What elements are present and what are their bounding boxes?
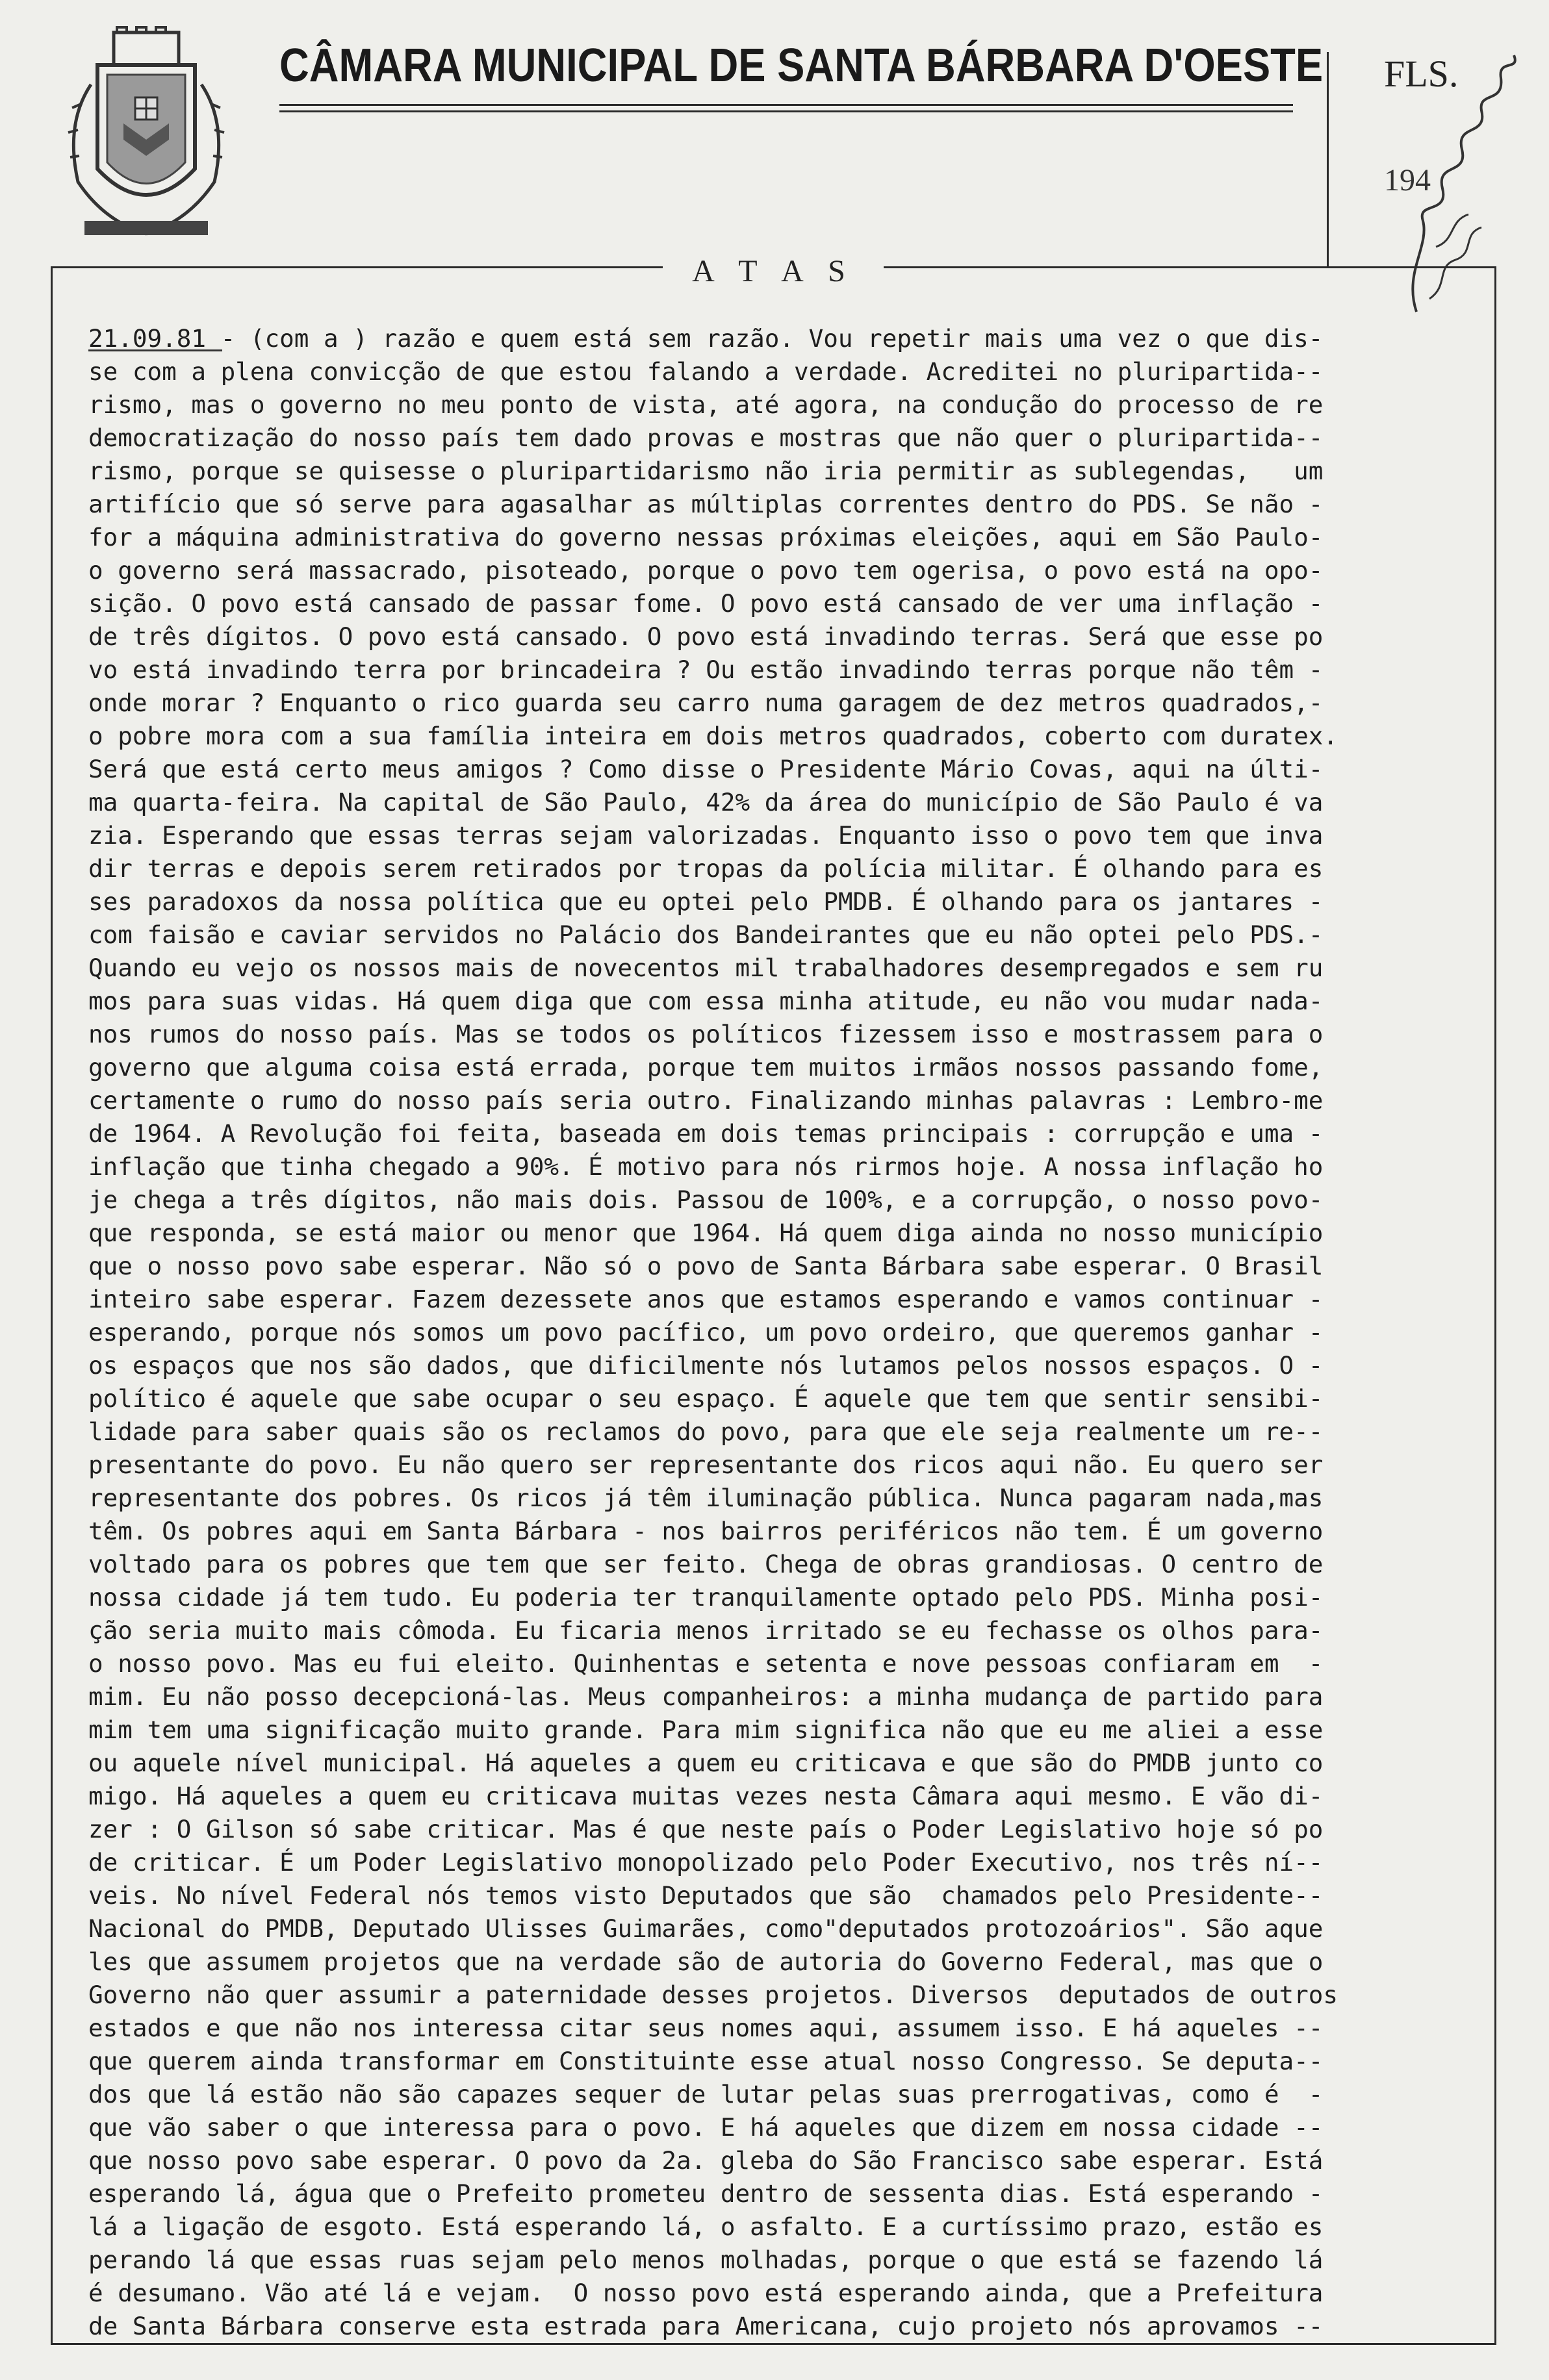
text-line: je chega a três dígitos, não mais dois. Passou de 100%, e a corrupção, o nosso povo- xyxy=(88,1185,1324,1214)
text-line: de três dígitos. O povo está cansado. O povo está invadindo terras. Será que esse po xyxy=(88,622,1324,651)
text-line: voltado para os pobres que tem que ser feito. Chega de obras grandiosas. O centro de xyxy=(88,1550,1324,1578)
text-line: nos rumos do nosso país. Mas se todos os políticos fizessem isso e mostrassem para o xyxy=(88,1020,1324,1048)
coat-of-arms-icon xyxy=(52,26,240,247)
text-line: os espaços que nos são dados, que dificilmente nós lutamos pelos nossos espaços. O - xyxy=(88,1351,1324,1380)
institution-name: CÂMARA MUNICIPAL DE SANTA BÁRBARA D'OESTE xyxy=(279,40,1324,92)
text-line: mim. Eu não posso decepcioná-las. Meus companheiros: a minha mudança de partido para xyxy=(88,1682,1324,1711)
text-line: migo. Há aqueles a quem eu criticava muitas vezes nesta Câmara aqui mesmo. E vão di- xyxy=(88,1782,1324,1810)
header-rule xyxy=(279,110,1293,112)
text-line: que nosso povo sabe esperar. O povo da 2a. gleba do São Francisco sabe esperar. Está xyxy=(88,2146,1324,2175)
text-line: que vão saber o que interessa para o povo. E há aqueles que dizem em nossa cidade -- xyxy=(88,2113,1324,2142)
text-line: lidade para saber quais são os reclamos do povo, para que ele seja realmente um re-- xyxy=(88,1417,1324,1446)
text-line: têm. Os pobres aqui em Santa Bárbara - nos bairros periféricos não tem. É um governo xyxy=(88,1517,1324,1545)
text-line: político é aquele que sabe ocupar o seu espaço. É aquele que tem que sentir sensibi- xyxy=(88,1384,1324,1413)
text-line: ma quarta-feira. Na capital de São Paulo, 42% da área do município de São Paulo é va xyxy=(88,788,1324,817)
text-line: sição. O povo está cansado de passar fome. O povo está cansado de ver uma inflação - xyxy=(88,589,1324,618)
text-line: les que assumem projetos que na verdade são de autoria do Governo Federal, mas que o xyxy=(88,1947,1324,1976)
text-line: que responda, se está maior ou menor que 1964. Há quem diga ainda no nosso município xyxy=(88,1219,1324,1247)
text-line: lá a ligação de esgoto. Está esperando lá, o asfalto. E a curtíssimo prazo, estão es xyxy=(88,2212,1324,2241)
text-line: 21.09.81 - (com a ) razão e quem está sem razão. Vou repetir mais uma vez o que dis- xyxy=(88,324,1324,353)
text-line: estados e que não nos interessa citar seus nomes aqui, assumem isso. E há aqueles -- xyxy=(88,2014,1324,2042)
text-line: certamente o rumo do nosso país seria outro. Finalizando minhas palavras : Lembro-me xyxy=(88,1086,1324,1115)
text-line: governo que alguma coisa está errada, porque tem muitos irmãos nossos passando fome, xyxy=(88,1053,1324,1082)
text-line: zer : O Gilson só sabe criticar. Mas é que neste país o Poder Legislativo hoje só po xyxy=(88,1815,1324,1843)
text-line: dos que lá estão não são capazes sequer de lutar pelas suas prerrogativas, como é - xyxy=(88,2080,1324,2108)
text-line: com faisão e caviar servidos no Palácio dos Bandeirantes que eu não optei pelo PDS.- xyxy=(88,920,1324,949)
minutes-body xyxy=(88,322,1466,2343)
text-line: esperando lá, água que o Prefeito prometeu dentro de sessenta dias. Está esperando - xyxy=(88,2179,1324,2208)
text-line: Nacional do PMDB, Deputado Ulisses Guimarães, como"deputados protozoários". São aque xyxy=(88,1914,1324,1943)
text-line: perando lá que essas ruas sejam pelo menos molhadas, porque o que está se fazendo lá xyxy=(88,2246,1324,2274)
text-line: que o nosso povo sabe esperar. Não só o povo de Santa Bárbara sabe esperar. O Brasil xyxy=(88,1252,1324,1280)
text-line: ou aquele nível municipal. Há aqueles a quem eu criticava e que são do PMDB junto co xyxy=(88,1749,1324,1777)
text-line: que querem ainda transformar em Constituinte esse atual nosso Congresso. Se deputa-- xyxy=(88,2047,1324,2075)
text-line: de criticar. É um Poder Legislativo monopolizado pelo Poder Executivo, nos três ní-- xyxy=(88,1848,1324,1877)
folio-number: 194 xyxy=(1384,163,1431,197)
text-line: ção seria muito mais cômoda. Eu ficaria menos irritado se eu fechasse os olhos para- xyxy=(88,1616,1324,1645)
text-line: mos para suas vidas. Há quem diga que com essa minha atitude, eu não vou mudar nada- xyxy=(88,987,1324,1015)
text-line: inflação que tinha chegado a 90%. É motivo para nós rirmos hoje. A nossa inflação ho xyxy=(88,1152,1324,1181)
text-line: o nosso povo. Mas eu fui eleito. Quinhentas e setenta e nove pessoas confiaram em - xyxy=(88,1649,1324,1678)
text-line: zia. Esperando que essas terras sejam valorizadas. Enquanto isso o povo tem que inva xyxy=(88,821,1324,850)
text-line: onde morar ? Enquanto o rico guarda seu carro numa garagem de dez metros quadrados,- xyxy=(88,689,1324,717)
text-line: de Santa Bárbara conserve esta estrada para Americana, cujo projeto nós aprovamos -- xyxy=(88,2312,1324,2340)
text-line: rismo, mas o governo no meu ponto de vista, até agora, na condução do processo de re xyxy=(88,390,1324,419)
text-line: esperando, porque nós somos um povo pacífico, um povo ordeiro, que queremos ganhar - xyxy=(88,1318,1324,1347)
text-line: dir terras e depois serem retirados por tropas da polícia militar. É olhando para es xyxy=(88,854,1324,883)
text-line: nossa cidade já tem tudo. Eu poderia ter tranquilamente optado pelo PDS. Minha posi- xyxy=(88,1583,1324,1612)
text-line: for a máquina administrativa do governo nessas próximas eleições, aqui em São Paulo- xyxy=(88,523,1324,551)
text-line: mim tem uma significação muito grande. Para mim significa não que eu me aliei a esse xyxy=(88,1715,1324,1744)
folio-label: FLS. xyxy=(1384,53,1459,95)
text-line: o pobre mora com a sua família inteira em dois metros quadrados, coberto com duratex. xyxy=(88,722,1338,750)
text-line: ses paradoxos da nossa política que eu optei pelo PMDB. É olhando para os jantares - xyxy=(88,887,1324,916)
text-line: artifício que só serve para agasalhar as múltiplas correntes dentro do PDS. Se não - xyxy=(88,490,1324,518)
text-line: Governo não quer assumir a paternidade desses projetos. Diversos deputados de outros xyxy=(88,1981,1338,2009)
text-line: inteiro sabe esperar. Fazem dezessete anos que estamos esperando e vamos continuar - xyxy=(88,1285,1324,1313)
text-line: o governo será massacrado, pisoteado, porque o povo tem ogerisa, o povo está na opo- xyxy=(88,556,1324,585)
text-line: presentante do povo. Eu não quero ser representante dos ricos aqui não. Eu quero ser xyxy=(88,1450,1324,1479)
divider xyxy=(1327,52,1329,266)
text-line: se com a plena convicção de que estou falando a verdade. Acreditei no pluripartida-- xyxy=(88,357,1324,386)
text-line: Quando eu vejo os nossos mais de novecentos mil trabalhadores desempregados e sem ru xyxy=(88,954,1324,982)
header-rule xyxy=(279,104,1293,106)
text-line: rismo, porque se quisesse o pluripartidarismo não iria permitir as sublegendas, um xyxy=(88,457,1324,485)
text-line: vo está invadindo terra por brincadeira ? Ou estão invadindo terras porque não têm - xyxy=(88,655,1324,684)
text-line: representante dos pobres. Os ricos já têm iluminação pública. Nunca pagaram nada,mas xyxy=(88,1484,1324,1512)
text-line: veis. No nível Federal nós temos visto Deputados que são chamados pelo Presidente-- xyxy=(88,1881,1324,1910)
text-line: é desumano. Vão até lá e vejam. O nosso povo está esperando ainda, que a Prefeitura xyxy=(88,2279,1324,2307)
text-line: Será que está certo meus amigos ? Como disse o Presidente Mário Covas, aqui na últi- xyxy=(88,755,1324,783)
text-line: democratização do nosso país tem dado provas e mostras que não quer o pluripartida-- xyxy=(88,424,1324,452)
section-title: A T A S xyxy=(692,254,854,288)
text-line: de 1964. A Revolução foi feita, baseada em dois temas principais : corrupção e uma - xyxy=(88,1119,1324,1148)
